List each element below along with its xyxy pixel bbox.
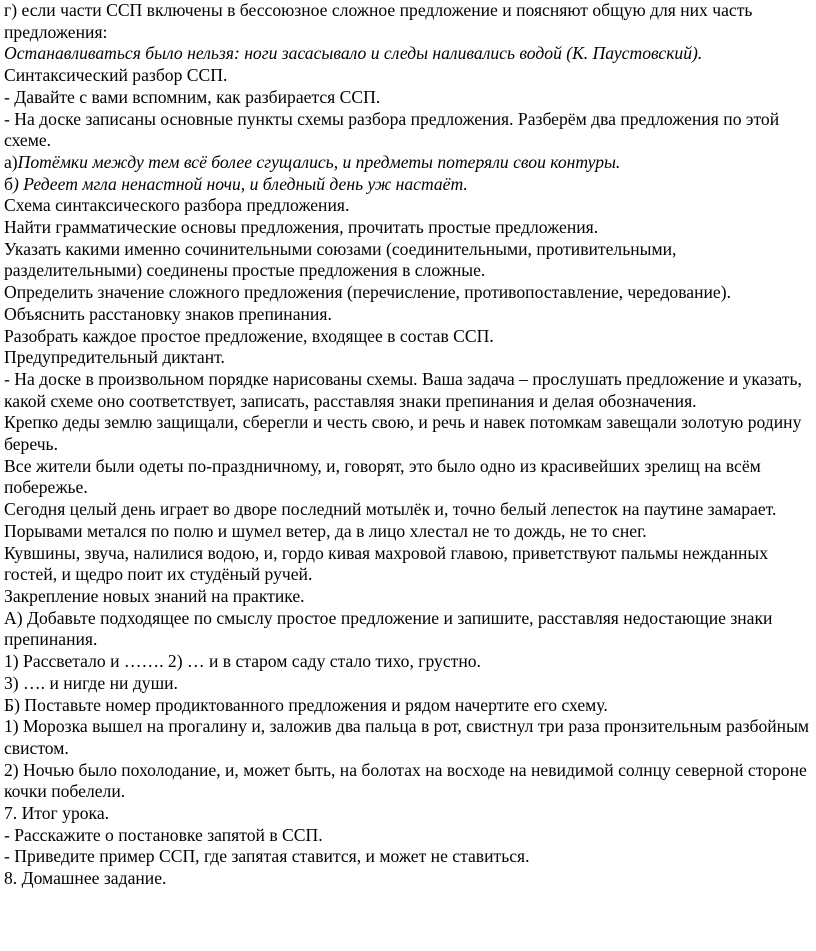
scheme-step-2: Указать какими именно сочинительными союзами (соединительными, противительными, разделительными) соединены простые предложения в сложные. xyxy=(4,238,677,281)
task-a-instruction: А) Добавьте подходящее по смыслу простое предложение и запишите, расставляя недостающие знаки препинания. xyxy=(4,607,773,650)
scheme-step-4: Объяснить расстановку знаков препинания. xyxy=(4,303,332,324)
section-heading-syntax-analysis: Синтаксический разбор ССП. xyxy=(4,65,228,86)
dictation-sentence-1: Крепко деды землю защищали, сберегли и честь свою, и речь и навек потомкам завещали золотую родину беречь. xyxy=(4,412,802,455)
dictation-sentence-3: Сегодня целый день играет во дворе последний мотылёк и, точно белый лепесток на паутине замарает. xyxy=(4,499,777,520)
section-heading-scheme: Схема синтаксического разбора предложения. xyxy=(4,195,350,216)
paragraph-recall: - Давайте с вами вспомним, как разбирается ССП. xyxy=(4,86,381,107)
section-heading-dictation: Предупредительный диктант. xyxy=(4,347,225,368)
paragraph-bsp-note: г) если части ССП включены в бессоюзное сложное предложение и поясняют общую для них часть предложения: xyxy=(4,0,753,42)
section-heading-homework: 8. Домашнее задание. xyxy=(4,868,167,889)
paragraph-board-scheme: - На доске записаны основные пункты схемы разбора предложения. Разберём два предложения по этой схеме. xyxy=(4,108,780,151)
example-b-prefix: б xyxy=(4,173,13,194)
example-a-text: Потёмки между тем всё более сгущались, и предметы потеряли свои контуры. xyxy=(17,151,621,172)
task-b-item-1: 1) Морозка вышел на прогалину и, заложив два пальца в рот, свистнул три раза пронзительным разбойным свистом. xyxy=(4,716,810,758)
task-a-item-3: 3) …. и нигде ни души. xyxy=(4,672,178,693)
dictation-sentence-5: Кувшины, звуча, налилися водою, и, гордо кивая махровой главою, приветствуют пальмы нежданных гостей, и щедро поит их студёный ручей. xyxy=(4,542,769,585)
summary-question-2: - Приведите пример ССП, где запятая ставится, и может не ставиться. xyxy=(4,846,530,867)
section-heading-summary: 7. Итог урока. xyxy=(4,803,110,824)
example-b-text: ) Редеет мгла ненастной ночи, и бледный день уж настаёт. xyxy=(12,173,468,194)
section-heading-practice: Закрепление новых знаний на практике. xyxy=(4,585,305,606)
dictation-sentence-2: Все жители были одеты по-праздничному, и, говорят, это было одно из красивейших зрелищ на всём побережье. xyxy=(4,455,761,498)
task-b-item-2: 2) Ночью было похолодание, и, может быть, на болотах на восходе на невидимой солнцу северной стороне кочки побелели. xyxy=(4,759,807,802)
paragraph-dictation-task: - На доске в произвольном порядке нарисованы схемы. Ваша задача – прослушать предложение и указать, какой схеме оно соответствует, записать, расставляя знаки препинания и делая обозначения. xyxy=(4,368,802,411)
paragraph-example-b xyxy=(4,174,810,196)
scheme-step-1: Найти грамматические основы предложения, прочитать простые предложения. xyxy=(4,217,599,238)
scheme-step-3: Определить значение сложного предложения (перечисление, противопоставление, чередование). xyxy=(4,282,731,303)
task-a-items-1-2: 1) Рассветало и ……. 2) … и в старом саду стало тихо, грустно. xyxy=(4,651,481,672)
scheme-step-5: Разобрать каждое простое предложение, входящее в состав ССП. xyxy=(4,325,494,346)
example-a-prefix: а) xyxy=(4,151,18,172)
dictation-sentence-4: Порывами метался по полю и шумел ветер, да в лицо хлестал не то дождь, не то снег. xyxy=(4,520,647,541)
task-b-instruction: Б) Поставьте номер продиктованного предложения и рядом начертите его схему. xyxy=(4,694,608,715)
paragraph-example-paustovsky: Останавливаться было нельзя: ноги засасывало и следы наливались водой (К. Паустовский). xyxy=(4,43,703,64)
paragraph-example-a xyxy=(4,152,810,174)
summary-question-1: - Расскажите о постановке запятой в ССП. xyxy=(4,824,323,845)
